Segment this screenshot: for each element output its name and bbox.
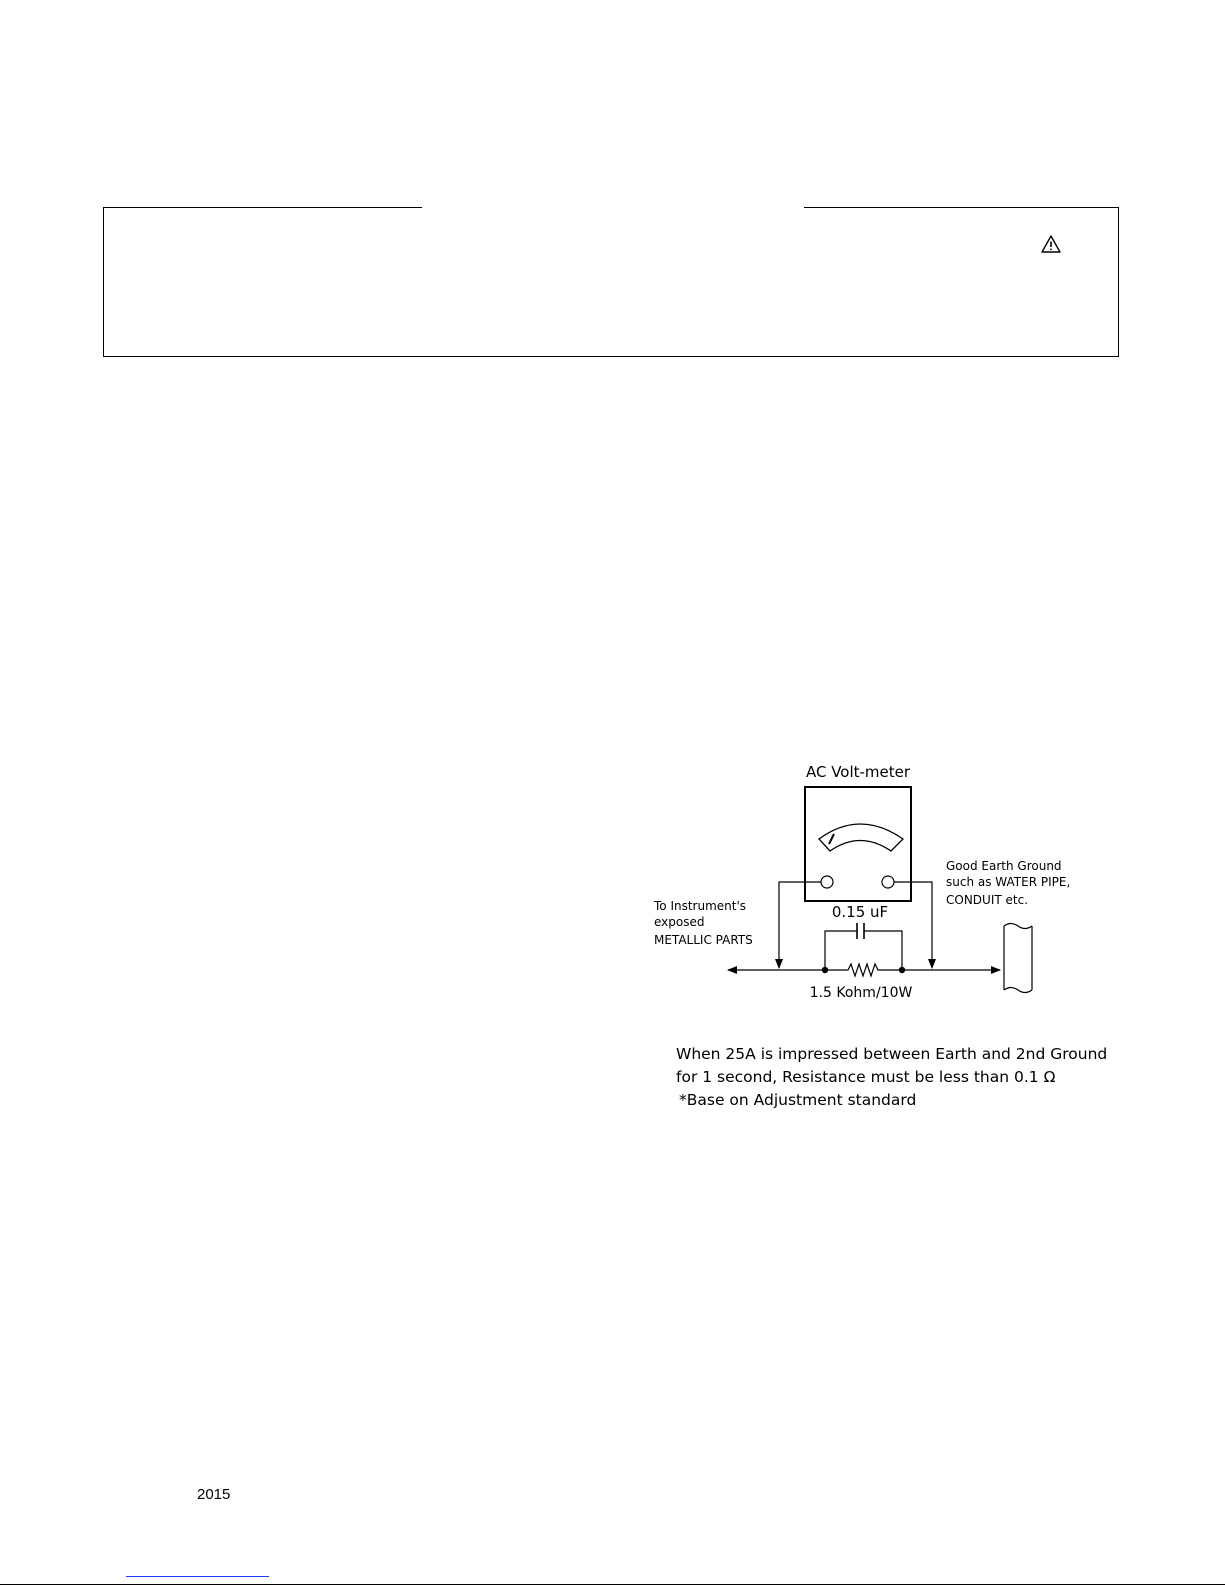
caption-line-3: *Base on Adjustment standard (679, 1091, 917, 1109)
notice-box-top-border-right (804, 207, 1119, 208)
diagram-caption (676, 1043, 1126, 1112)
footer-year: 2015 (197, 1486, 231, 1503)
left-note-line-3: METALLIC PARTS (654, 933, 753, 947)
footer-link-underline[interactable] (126, 1576, 269, 1577)
caption-line-2: for 1 second, Resistance must be less than 0.1 Ω (676, 1068, 1056, 1086)
leakage-test-diagram (640, 760, 1100, 1040)
capacitor-branch-left (825, 931, 857, 970)
ground-pipe-icon (1004, 924, 1032, 993)
right-note-line-3: CONDUIT etc. (946, 893, 1029, 907)
left-probe-wire (779, 882, 821, 968)
right-terminal (882, 876, 894, 888)
warning-triangle-icon (1041, 234, 1061, 254)
right-note-line-1: Good Earth Ground (946, 859, 1062, 873)
left-note-line-2: exposed (654, 915, 705, 929)
resistor-label: 1.5 Kohm/10W (809, 985, 913, 1001)
meter-label: AC Volt-meter (805, 763, 911, 781)
right-probe-wire (894, 882, 932, 968)
notice-box (103, 207, 1119, 357)
voltmeter-needle (829, 834, 834, 844)
right-note-line-2: such as WATER PIPE, (946, 875, 1071, 889)
left-note-line-1: To Instrument's (654, 899, 747, 913)
capacitor-label: 0.15 uF (831, 903, 889, 921)
left-terminal (821, 876, 833, 888)
notice-box-top-border-left (103, 207, 422, 208)
caption-line-1: When 25A is impressed between Earth and 2nd Ground (676, 1045, 1108, 1063)
resistor (825, 964, 902, 976)
capacitor-branch-right (864, 931, 902, 970)
